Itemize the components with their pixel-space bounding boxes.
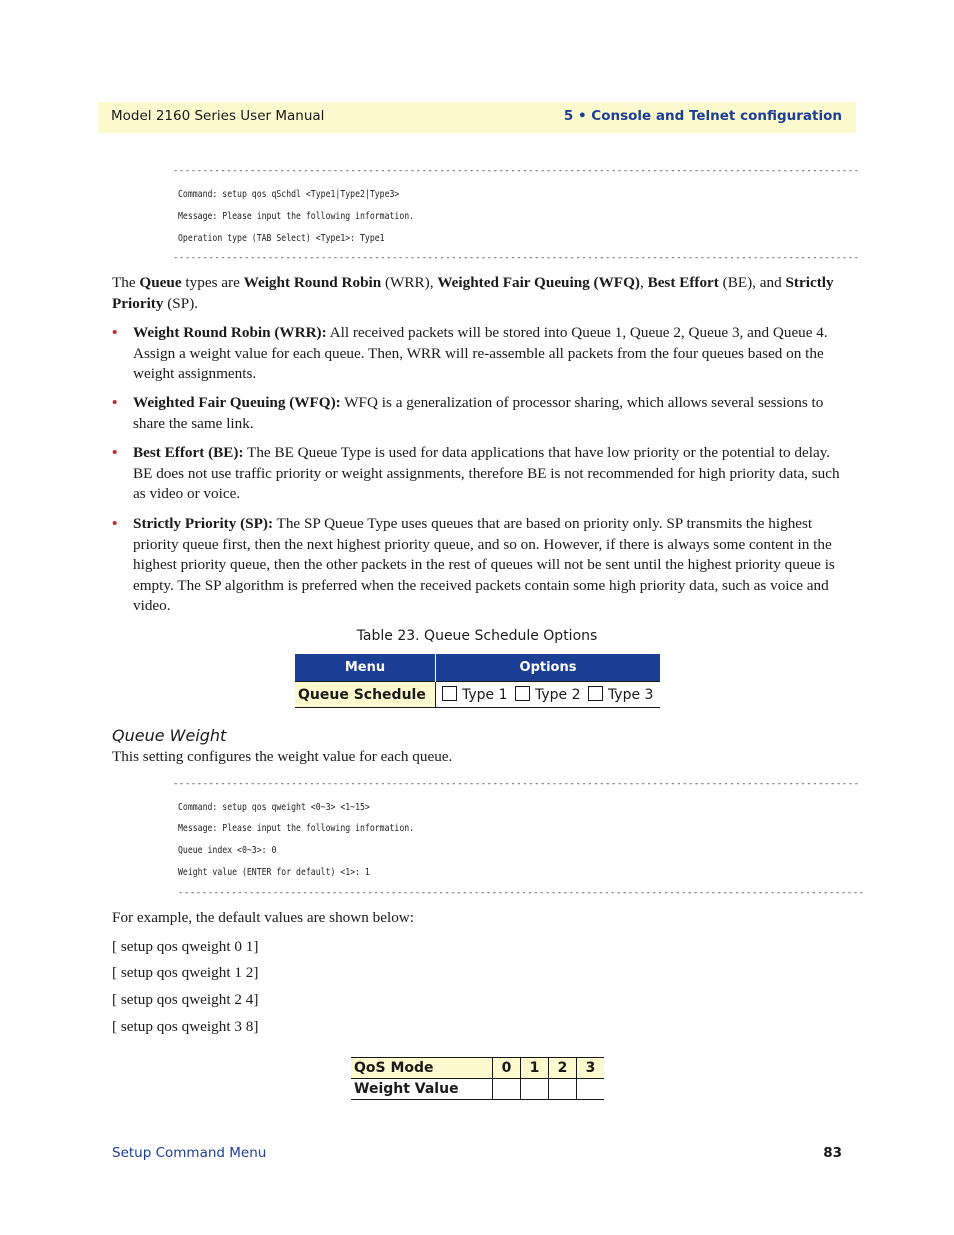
cli-line: Command: setup qos qweight <0~3> <1~15> (178, 802, 370, 813)
bullet-term: Best Effort (BE): (133, 444, 244, 461)
row-label-queue-schedule: Queue Schedule (295, 682, 436, 708)
example-line: [ setup qos qweight 3 8] (112, 1018, 259, 1035)
term: Best Effort (647, 274, 719, 291)
cli-divider: -------------------------------------------------------------------------------------------------------------------- (173, 253, 860, 263)
cli-divider: -------------------------------------------------------------------------------------------------------------------- (173, 779, 860, 789)
chapter-title: 5 • Console and Telnet configuration (563, 108, 842, 124)
text: (WRR), (381, 274, 438, 291)
checkbox-icon (442, 686, 457, 701)
term: Weighted Fair Queuing (WFQ) (437, 274, 640, 291)
cli-line: Command: setup qos qSchdl <Type1|Type2|Type3> (178, 189, 400, 200)
weight-value-cell (521, 1079, 549, 1100)
cli-line: Operation type (TAB Select) <Type1>: Type1 (178, 233, 385, 244)
row-label-qos-mode: QoS Mode (351, 1058, 493, 1079)
cli-line: Weight value (ENTER for default) <1>: 1 (178, 867, 370, 878)
text: The (112, 274, 140, 291)
term: Strictly Priority (112, 274, 834, 312)
row-label-weight-value: Weight Value (351, 1079, 493, 1100)
page-header (98, 102, 856, 133)
weight-value-cell (577, 1079, 605, 1100)
option-type3: Type 3 (607, 687, 654, 703)
text: , (639, 274, 648, 291)
column-header-menu: Menu (295, 654, 436, 682)
weight-value-cell (493, 1079, 521, 1100)
example-line: [ setup qos qweight 0 1] (112, 938, 259, 955)
queue-weight-description: This setting configures the weight value for each queue. (112, 748, 453, 765)
bullet-wrr (112, 323, 842, 385)
queue-schedule-table (295, 654, 660, 708)
bullet-be (112, 443, 842, 505)
cli-line: Queue index <0~3>: 0 (178, 845, 277, 856)
section-title-queue-weight: Queue Weight (112, 726, 227, 745)
term: Queue (139, 274, 182, 291)
text: (BE), and (718, 274, 786, 291)
qos-mode-cell: 2 (549, 1058, 577, 1079)
example-intro: For example, the default values are shown below: (112, 909, 414, 926)
bullet-term: Weighted Fair Queuing (WFQ): (133, 394, 341, 411)
text: (SP). (163, 294, 199, 312)
term: Weight Round Robin (243, 274, 382, 291)
qos-mode-cell: 0 (493, 1058, 521, 1079)
bullet-mark: • (112, 515, 118, 532)
qos-mode-cell: 1 (521, 1058, 549, 1079)
page-number: 83 (823, 1145, 842, 1161)
example-line: [ setup qos qweight 2 4] (112, 991, 259, 1008)
cli-line: Message: Please input the following information. (178, 211, 415, 222)
manual-title: Model 2160 Series User Manual (111, 108, 325, 124)
bullet-mark: • (112, 444, 118, 461)
checkbox-icon (588, 686, 603, 701)
bullet-text: All received packets will be stored into Queue 1, Queue 2, Queue 3, and Queue 4. Assign a weight value for each queue. Then, WRR will re-assemble all packets from the four queues based on the weight assignments. (133, 324, 828, 382)
bullet-text: The BE Queue Type is used for data applications that have low priority or the potential to delay. BE does not use traffic priority or weight assignments, therefore BE is not recommended for high priority data, such as video or voice. (133, 444, 840, 502)
queue-types-intro (112, 273, 842, 314)
column-header-options: Options (436, 654, 661, 682)
bullet-text: The SP Queue Type uses queues that are based on priority only. SP transmits the highest priority queue first, then the next highest priority queue, and so on. However, if there is always some content in the highest priority queue, then the other packets in the rest of queues will not be sent until the highest priority queue is empty. The SP algorithm is preferred when the received packets contain some high priority data, such as voice and video. (133, 515, 835, 614)
footer-section: Setup Command Menu (112, 1145, 267, 1161)
text: types are (181, 274, 244, 291)
qos-weight-table (351, 1057, 604, 1100)
bullet-wfq (112, 393, 842, 434)
cli-line: Message: Please input the following information. (178, 823, 415, 834)
checkbox-icon (515, 686, 530, 701)
bullet-term: Strictly Priority (SP): (133, 515, 274, 532)
bullet-mark: • (112, 394, 118, 411)
cli-divider: -------------------------------------------------------------------------------------------------------------------- (173, 166, 860, 176)
example-line: [ setup qos qweight 1 2] (112, 964, 259, 981)
option-type1: Type 1 (462, 687, 508, 703)
bullet-sp (112, 514, 842, 617)
bullet-text: WFQ is a generalization of processor sharing, which allows several sessions to share the same link. (133, 394, 824, 432)
table-caption: Table 23. Queue Schedule Options (356, 628, 598, 644)
bullet-mark: • (112, 324, 118, 341)
bullet-term: Weight Round Robin (WRR): (133, 324, 327, 341)
cli-divider: -------------------------------------------------------------------------------------------------------------------- (178, 888, 865, 898)
weight-value-cell (549, 1079, 577, 1100)
queue-schedule-options (436, 682, 661, 708)
option-type2: Type 2 (534, 687, 581, 703)
qos-mode-cell: 3 (577, 1058, 605, 1079)
